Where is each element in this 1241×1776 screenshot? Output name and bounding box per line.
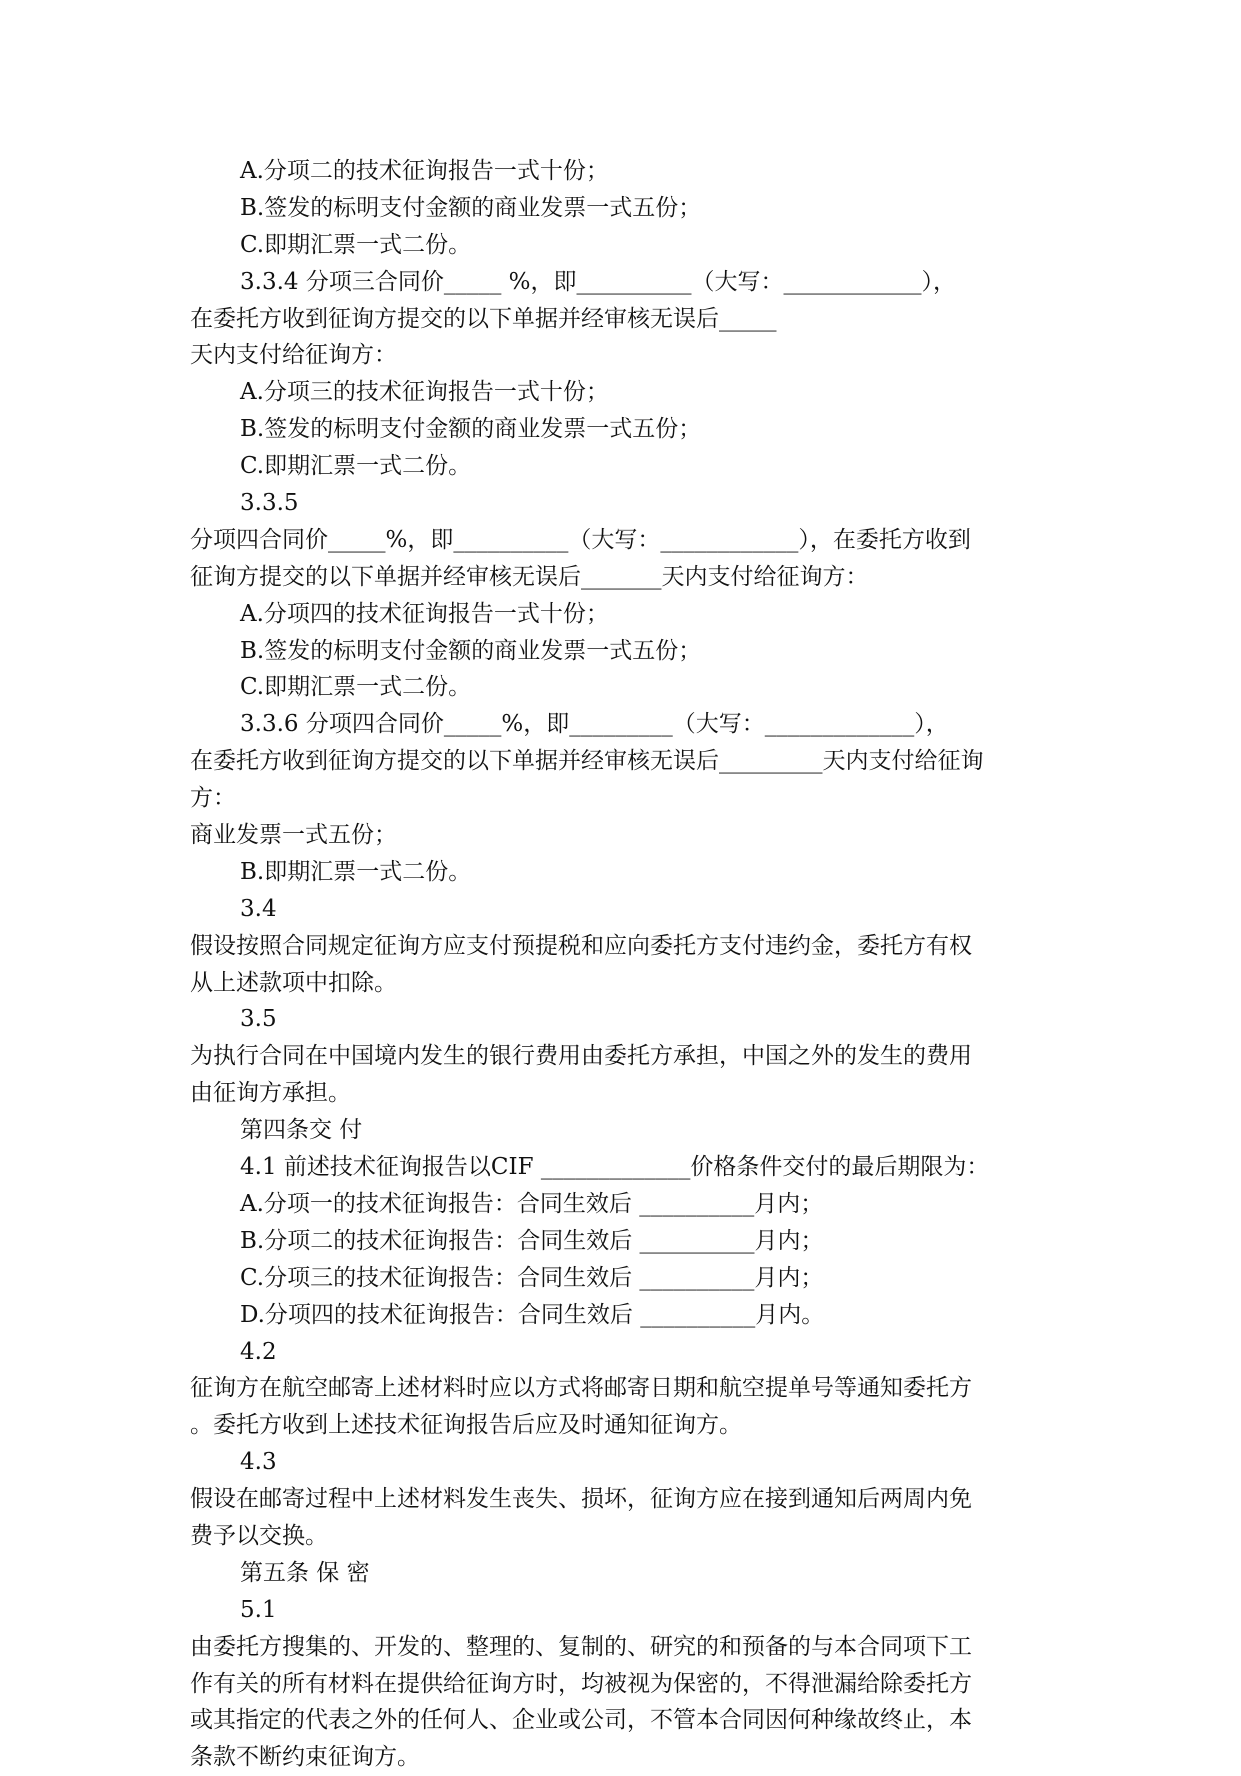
document-line: B.签发的标明支付金额的商业发票一式五份； <box>240 637 702 664</box>
document-line: 假设在邮寄过程中上述材料发生丧失、损坏，征询方应在接到通知后两周内免 <box>190 1486 972 1513</box>
document-line: 3.3.6 分项四合同价_____%，即_________（大写：_____________）， <box>240 711 949 738</box>
document-line: 天内支付给征询方： <box>190 342 397 369</box>
document-body <box>190 153 1060 1776</box>
document-line: B.分项二的技术征询报告：合同生效后 __________月内； <box>240 1227 824 1254</box>
document-line: 。委托方收到上述技术征询报告后应及时通知征询方。 <box>190 1412 742 1439</box>
document-line: 方： <box>190 785 236 812</box>
document-line: 征询方在航空邮寄上述材料时应以方式将邮寄日期和航空提单号等通知委托方 <box>190 1375 972 1402</box>
document-line: 征询方提交的以下单据并经审核无误后_______天内支付给征询方： <box>190 563 869 590</box>
document-line: 由征询方承担。 <box>190 1080 351 1107</box>
document-line: 从上述款项中扣除。 <box>190 969 397 996</box>
document-line: 3.3.5 <box>240 490 299 517</box>
document-line: B.签发的标明支付金额的商业发票一式五份； <box>240 416 702 443</box>
document-line: 4.2 <box>240 1338 277 1365</box>
document-line: B.签发的标明支付金额的商业发票一式五份； <box>240 194 702 221</box>
document-line: 分项四合同价_____%，即__________（大写：____________），在委托方收到 <box>190 526 971 553</box>
document-line: A.分项一的技术征询报告：合同生效后 __________月内； <box>240 1190 824 1217</box>
document-line: 4.3 <box>240 1449 277 1476</box>
document-line: C.即期汇票一式二份。 <box>240 453 472 480</box>
document-line: C.即期汇票一式二份。 <box>240 674 472 701</box>
document-line: 由委托方搜集的、开发的、整理的、复制的、研究的和预备的与本合同项下工 <box>190 1633 972 1660</box>
document-line: 第四条交 付 <box>240 1117 363 1144</box>
document-line: A.分项二的技术征询报告一式十份； <box>240 158 609 184</box>
document-line: A.分项三的技术征询报告一式十份； <box>240 379 609 406</box>
document-line: C.分项三的技术征询报告：合同生效后 __________月内； <box>240 1264 824 1291</box>
document-line: 为执行合同在中国境内发生的银行费用由委托方承担，中国之外的发生的费用 <box>190 1043 972 1070</box>
document-line: 商业发票一式五份； <box>190 822 397 849</box>
document-line: 3.5 <box>240 1006 277 1033</box>
document-line: 5.1 <box>240 1596 277 1623</box>
document-line: 费予以交换。 <box>190 1522 328 1549</box>
document-line: 第五条 保 密 <box>240 1559 370 1586</box>
document-line: 条款不断约束征询方。 <box>190 1744 420 1771</box>
document-line: 4.1 前述技术征询报告以CIF _____________价格条件交付的最后期限为： <box>240 1154 990 1181</box>
document-line: 假设按照合同规定征询方应支付预提税和应向委托方支付违约金，委托方有权 <box>190 932 972 959</box>
document-line: A.分项四的技术征询报告一式十份； <box>240 600 609 627</box>
document-line: D.分项四的技术征询报告：合同生效后 __________月内。 <box>240 1301 825 1328</box>
document-line: 在委托方收到征询方提交的以下单据并经审核无误后_________天内支付给征询 <box>190 748 984 775</box>
document-line: B.即期汇票一式二份。 <box>240 858 472 885</box>
document-line: 3.4 <box>240 895 277 922</box>
document-line: 或其指定的代表之外的任何人、企业或公司，不管本合同因何种缘故终止，本 <box>190 1707 972 1734</box>
document-line: C.即期汇票一式二份。 <box>240 231 472 258</box>
document-line: 作有关的所有材料在提供给征询方时，均被视为保密的，不得泄漏给除委托方 <box>190 1670 972 1697</box>
document-line: 在委托方收到征询方提交的以下单据并经审核无误后_____ <box>190 305 777 332</box>
document-line: 3.3.4 分项三合同价_____ %，即__________（大写：____________）， <box>240 268 956 295</box>
